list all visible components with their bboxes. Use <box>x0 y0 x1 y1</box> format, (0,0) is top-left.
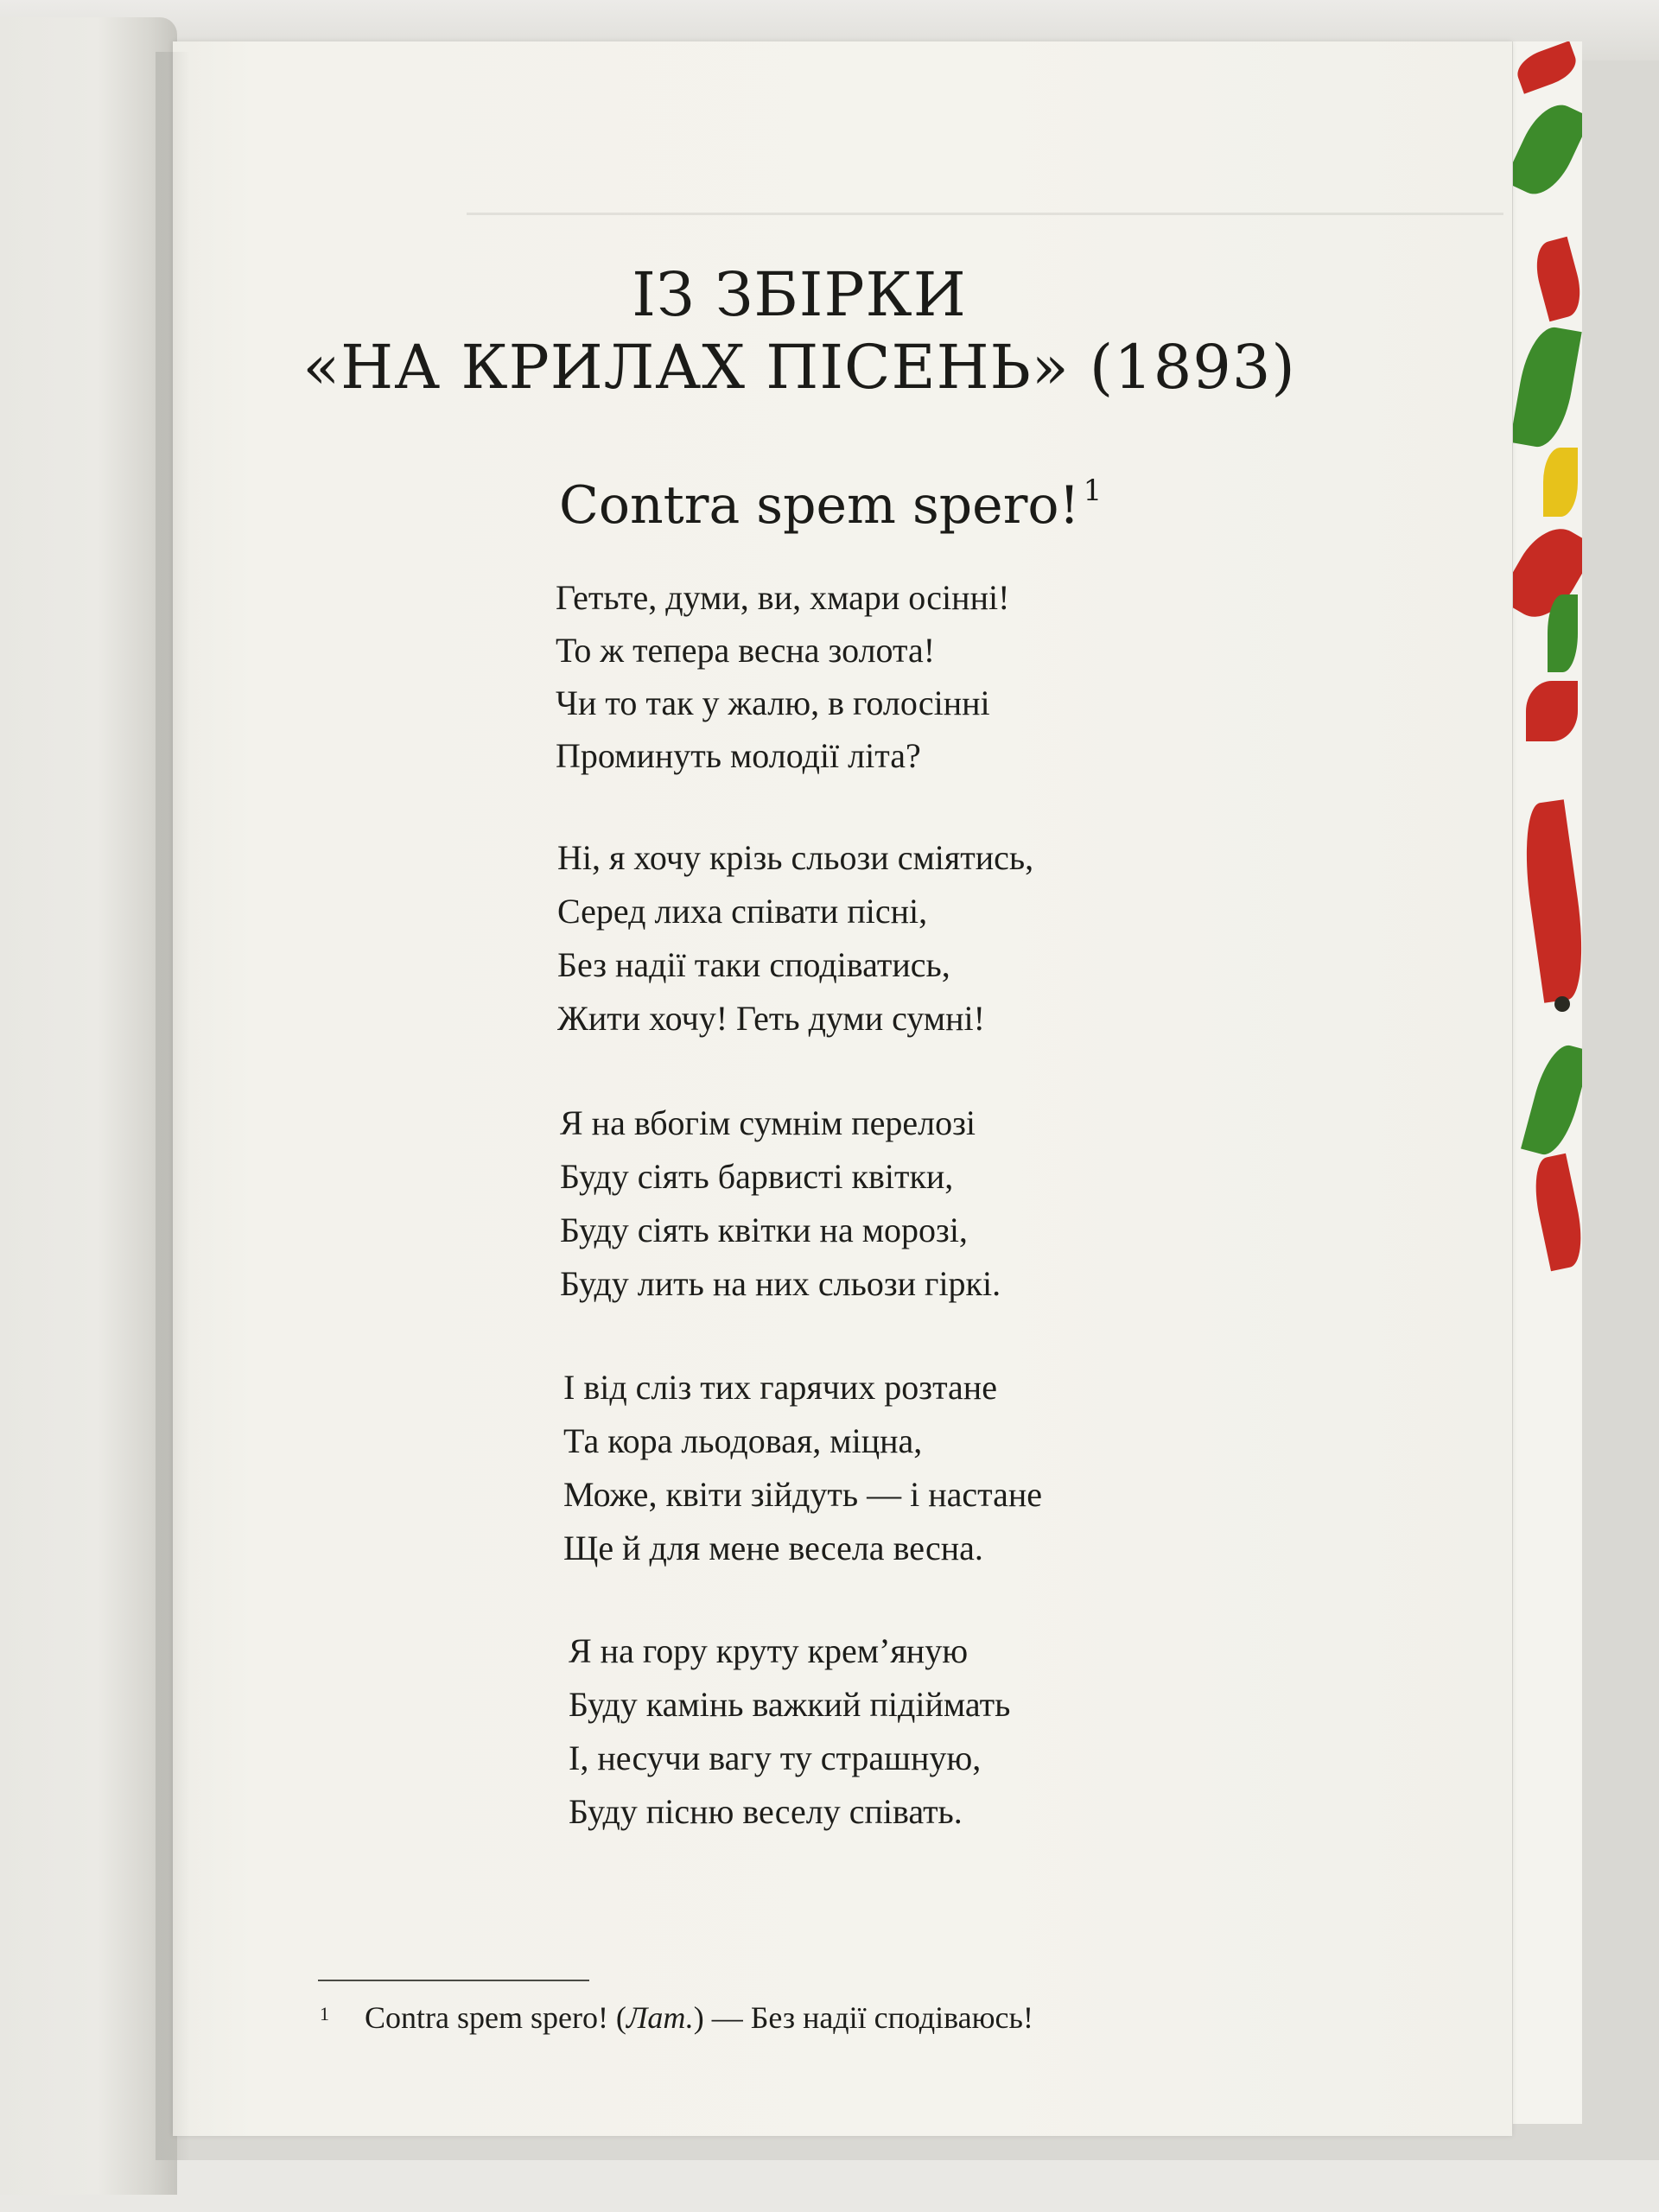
ornament-leaf <box>1521 1040 1582 1160</box>
poem-line: Буду камінь важкий підіймать <box>569 1685 1011 1724</box>
poem-line: Ні, я хочу крізь сльози сміятись, <box>557 838 1034 877</box>
poem-line: Буду сіять квітки на морозі, <box>560 1211 968 1249</box>
poem-title-text: Contra spem spero! <box>559 475 1080 536</box>
poem-line: Може, квіти зійдуть — і настане <box>563 1475 1043 1514</box>
footnote-translation: ) — Без надії сподіваюсь! <box>693 2000 1033 2035</box>
ornament-leaf <box>1548 594 1578 672</box>
ornament-leaf <box>1529 237 1582 322</box>
footnote-reference: 1 <box>1083 474 1103 508</box>
cover-ornament-edge <box>1512 41 1582 2124</box>
poem-line: І від сліз тих гарячих розтане <box>563 1368 997 1407</box>
poem-line: Буду сіять барвисті квітки, <box>560 1157 954 1196</box>
footnote-language: Лат. <box>626 2000 694 2035</box>
ornament-leaf <box>1543 448 1578 517</box>
ornament-leaf <box>1516 799 1582 1002</box>
footnote-text-start: Contra spem spero! ( <box>365 2000 626 2035</box>
background-bottom <box>0 2160 1659 2212</box>
poem-line: Буду лить на них сльози гіркі. <box>560 1264 1001 1303</box>
spine-shadow <box>156 52 190 2160</box>
poem-line: Чи то так у жалю, в голосінні <box>556 683 990 722</box>
poem-line: Буду пісню веселу співать. <box>569 1792 963 1831</box>
poem-line: Гетьте, думи, ви, хмари осінні! <box>556 578 1010 617</box>
show-through-header <box>467 169 1503 215</box>
poem-line: Без надії таки сподіватись, <box>557 945 950 984</box>
poem-line: Я на вбогім сумнім перелозі <box>560 1103 976 1142</box>
collection-heading-line2: «НА КРИЛАХ ПІСЕНЬ» (1893) <box>302 332 1296 403</box>
left-page-edge <box>0 17 177 2195</box>
poem-line: Та кора льодовая, міцна, <box>563 1421 923 1460</box>
poem-line: Жити хочу! Геть думи сумні! <box>557 999 985 1038</box>
poem-line: І, несучи вагу ту страшную, <box>569 1738 982 1777</box>
poem-line: То ж тепера весна золота! <box>556 631 936 670</box>
ornament-leaf <box>1512 95 1582 203</box>
footnote-rule <box>318 1980 589 1981</box>
ornament-leaf <box>1512 41 1580 94</box>
footnote-text <box>365 1999 1033 2036</box>
collection-heading-line1: ІЗ ЗБІРКИ <box>632 259 967 330</box>
poem-title <box>559 474 1102 536</box>
ornament-leaf <box>1512 323 1582 451</box>
footnote-number: 1 <box>320 2003 329 2024</box>
ornament-leaf <box>1526 681 1578 741</box>
poem-line: Ще й для мене весела весна. <box>563 1529 983 1567</box>
poem-line: Проминуть молодії літа? <box>556 736 921 775</box>
poem-line: Я на гору круту крем’яную <box>569 1631 969 1670</box>
ornament-leaf <box>1528 1154 1582 1272</box>
ornament-berry <box>1554 996 1570 1012</box>
poem-line: Серед лиха співати пісні, <box>557 892 928 931</box>
